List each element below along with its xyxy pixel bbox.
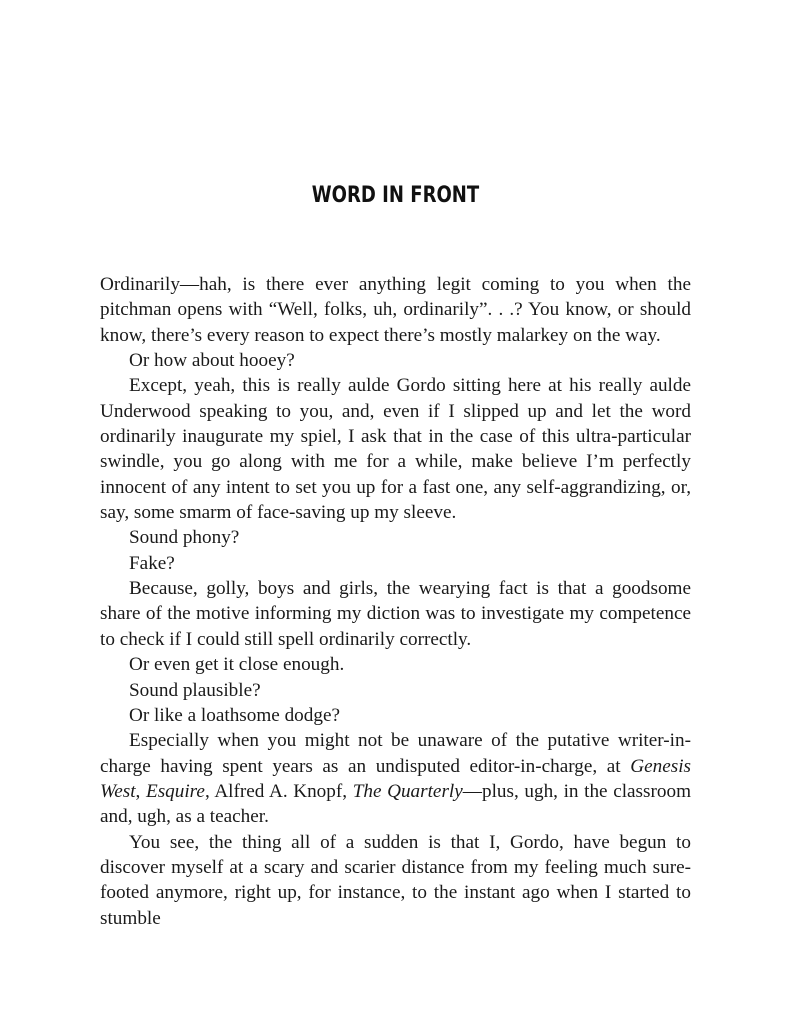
paragraph-dodge: Or like a loathsome dodge? bbox=[129, 704, 340, 726]
editor-text-3: , Alfred A. Knopf, bbox=[204, 780, 353, 802]
paragraph-underwood: Except, yeah, this is really aulde Gordo sitting here at his really aulde Underwood speaking to you, and, even if I slipped up and let the word ordinarily inaugurate my spiel, I ask that in the case of this ultra-particular swindle, you go along with me for a while, make believe I’m perfectly innocent of any intent to set you up for a fast one, any self-aggrandizing, or, say, some smarm of face-saving up my sleeve. bbox=[100, 375, 691, 524]
paragraph-close-enough: Or even get it close enough. bbox=[129, 654, 345, 676]
paragraph-golly: Because, golly, boys and girls, the wearying fact is that a goodsome share of the motive informing my diction was to investigate my competence to check if I could still spell ordinarily correctly. bbox=[100, 578, 691, 650]
editor-text-4: —plus, ugh, in the classroom and, ugh, as a teacher. bbox=[100, 780, 691, 828]
paragraph-editor bbox=[100, 728, 691, 829]
paragraph-ordinarily: Ordinarily—hah, is there ever anything legit coming to you when the pitchman opens with “Well, folks, uh, ordinarily”. . .? You know, or should know, there’s every reason to expect there’s mostly malarkey on the way. bbox=[100, 274, 691, 346]
magazine-the-quarterly: The Quarterly bbox=[352, 780, 463, 802]
paragraph-fake: Fake? bbox=[129, 552, 175, 574]
paragraph-hooey: Or how about hooey? bbox=[129, 350, 295, 372]
magazine-esquire: Esquire bbox=[145, 780, 205, 802]
editor-text-1: Especially when you might not be unaware of the putative writer-in-charge having spent years as an undisputed editor-in-charge, at bbox=[100, 730, 691, 777]
editor-text-2: , bbox=[135, 780, 146, 802]
paragraph-phony: Sound phony? bbox=[129, 527, 240, 549]
chapter-title: WORD IN FRONT bbox=[311, 183, 480, 208]
paragraph-plausible: Sound plausible? bbox=[129, 679, 261, 701]
paragraph-you-see: You see, the thing all of a sudden is that I, Gordo, have begun to discover myself at a scary and scarier distance from my feeling much sure-footed anymore, right up, for instance, to the instant ago when I started to stumble bbox=[100, 831, 691, 929]
body-text bbox=[100, 272, 691, 931]
magazine-genesis-west: Genesis West bbox=[100, 755, 691, 802]
